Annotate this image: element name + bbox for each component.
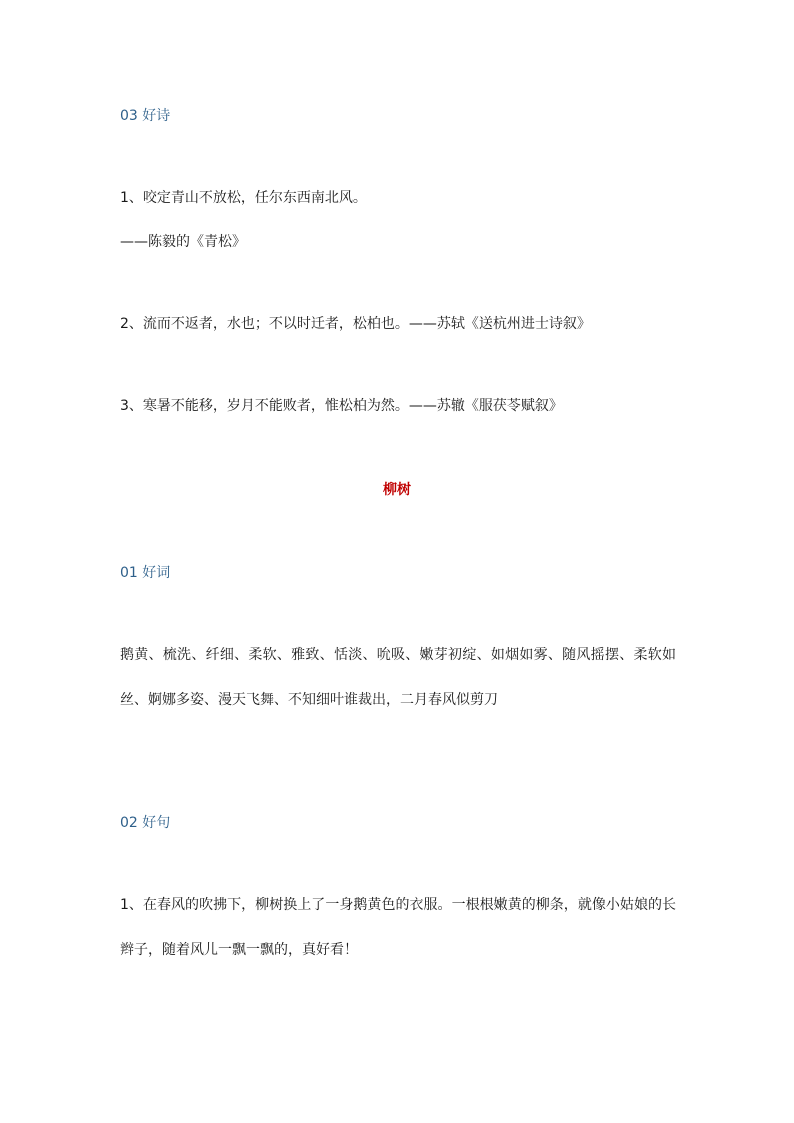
words-heading: 01 好词 [120,565,171,581]
sentences-heading: 02 好句 [120,815,171,831]
poem-1-line-2: ——陈毅的《青松》 [120,234,246,250]
willow-section-title: 柳树 [383,482,411,498]
sentence-1: 1、在春风的吹拂下，柳树换上了一身鹅黄色的衣服。一根根嫩黄的柳条，就像小姑娘的长辫子，随着风儿一飘一飘的，真好看！ [120,897,676,958]
words-paragraph: 鹅黄、梳洗、纤细、柔软、雅致、恬淡、吮吸、嫩芽初绽、如烟如雾、随风摇摆、柔软如丝、婀娜多姿、漫天飞舞、不知细叶谁裁出，二月春风似剪刀 [120,647,676,708]
poem-2: 2、流而不返者，水也；不以时迁者，松柏也。——苏轼《送杭州进士诗叙》 [120,316,591,332]
poem-3: 3、寒暑不能移，岁月不能败者，惟松柏为然。——苏辙《服茯苓赋叙》 [120,398,563,414]
poems-heading: 03 好诗 [120,108,171,124]
poem-1-line-1: 1、咬定青山不放松，任尔东西南北风。 [120,190,367,206]
